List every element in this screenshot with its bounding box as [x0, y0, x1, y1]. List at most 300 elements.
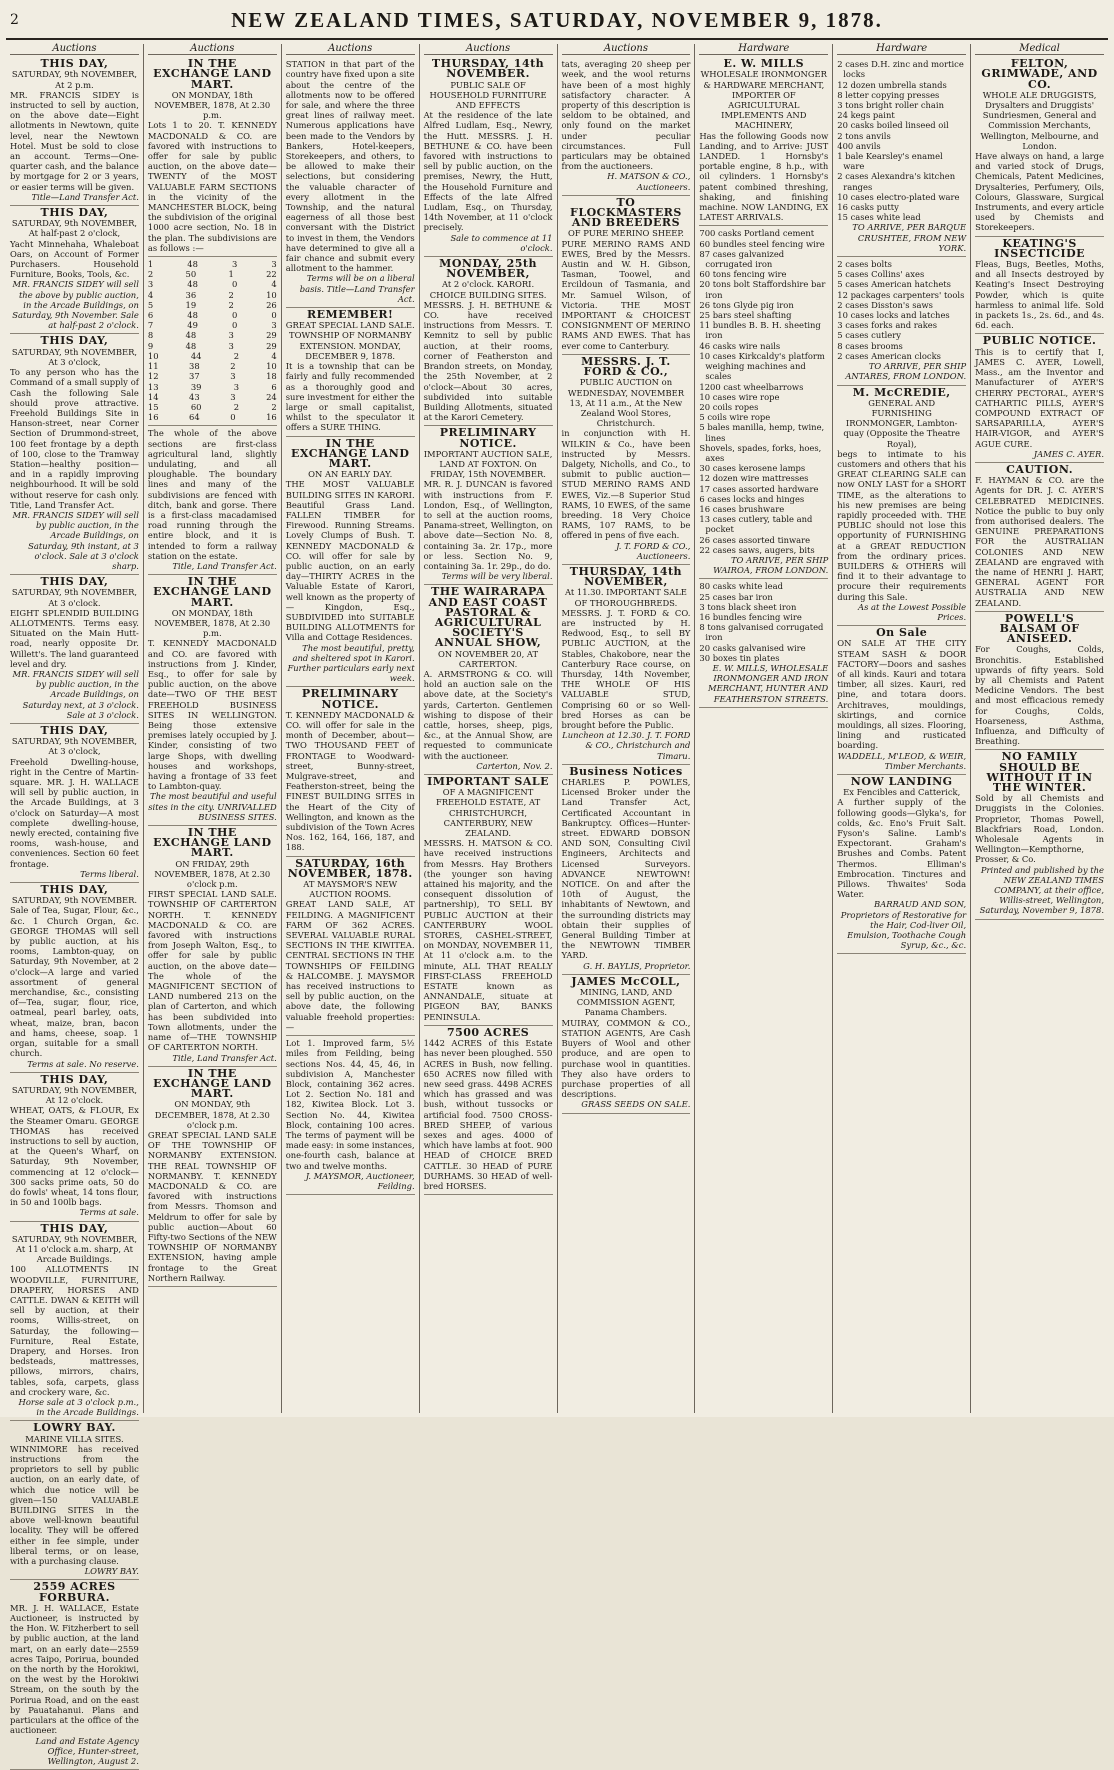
list-item: 20 tons bolt Staffordshire bar iron — [699, 279, 826, 300]
list-item: 60 bundles steel fencing wire — [699, 238, 825, 249]
lot-number: 12 — [147, 371, 159, 382]
ad-heading: SATURDAY, 16th NOVEMBER, 1878. — [287, 856, 413, 880]
ad-body: Lots 1 to 20. T. KENNEDY MACDONALD & CO. are favored with instructions to offer for sale by public auction, on the above date—TWENTY of the MOST VALUABLE FARM SECTIONS in the vicinity of the MANCHESTER BLOCK, being the subdivision of the original 1000 acre section, No. 18 in the plan. The subdivisions are as follows :— — [147, 120, 277, 253]
column-header: Hardware — [699, 44, 828, 55]
ad-body: Freehold Dwelling-house, right in the Centre of Martin-square. MR. J. H. WALLACE will sell by public auction, in the Arcade Buildings, at 3 o'clock on Saturday—A most complete dwelling-house, newly erected, containing five rooms, wash-house, and conveniences. Section 60 feet frontage. — [10, 756, 139, 869]
list-item: 2 cases bolts — [837, 259, 892, 270]
advertisement — [562, 196, 691, 355]
ad-body: A. ARMSTRONG & CO. will hold an auction sale on the above date, at the Society's yards, Carterton. Gentlemen wishing to dispose of their cattle, horses, sheep, pigs, &c., at the Annual Show, are requested to communicate with the auctioneer. — [423, 668, 553, 761]
list-item: 12 dozen wire mattresses — [699, 473, 809, 484]
ad-heading: IN THE EXCHANGE LAND MART. — [153, 826, 272, 860]
ad-subheading: SATURDAY, 9th NOVEMBER, At 3 o'clock. — [11, 587, 138, 608]
ad-heading: IN THE EXCHANGE LAND MART. — [153, 57, 272, 91]
lot-acres: 37 — [189, 371, 200, 382]
lot-number: 13 — [147, 381, 159, 392]
list-item: 2 cases D.H. zinc and mortice locks — [837, 59, 964, 80]
lot-perches: 3 — [271, 259, 277, 270]
masthead — [0, 8, 1114, 42]
ad-footer: Title, Land Transfer Act. — [172, 1052, 277, 1063]
table-row — [148, 300, 277, 310]
ad-subheading: SATURDAY, 9th NOVEMBER, At 3 o'clock, — [11, 736, 138, 757]
ad-heading: CAUTION. — [1006, 462, 1074, 476]
lot-roods: 3 — [230, 371, 236, 382]
lot-acres: 48 — [187, 259, 198, 270]
lot-acres: 48 — [187, 279, 198, 290]
ad-heading: IMPORTANT SALE — [427, 775, 550, 789]
list-item: 3 tons black sheet iron — [699, 601, 797, 612]
ad-heading: PUBLIC NOTICE. — [982, 334, 1097, 348]
ad-footer: J. MAYSMOR, Auctioneer, Feilding. — [305, 1170, 415, 1191]
lot-number: 7 — [147, 320, 154, 331]
ad-footer: G. H. BAYLIS, Proprietor. — [583, 960, 691, 971]
ad-body: T. KENNEDY MACDONALD and CO. are favored with instructions from J. Kinder, Esq., to offer for sale by public auction, on the above date—TWO OF THE BEST FREEHOLD BUSINESS SITES IN WELLINGTON. Being those extensive premises lately occupied by J. Kinder, consisting of two large Shops, with dwelling houses and workshops, having a frontage of 33 feet to Lambton-quay. — [147, 638, 277, 792]
ad-footer: H. MATSON & CO., Auctioneers. — [607, 171, 691, 192]
lot-number: 4 — [147, 289, 154, 300]
column-8 — [971, 44, 1108, 1413]
advertisement — [10, 575, 139, 724]
ad-body: WHEAT, OATS, & FLOUR, Ex the Steamer Omaru. GEORGE THOMAS has received instructions to sell by auction, at the Queen's Wharf, on Saturday, 9th November, commencing at 12 o'clock—300 sacks prime oats, 50 do do fowls' wheat, 14 tons flour, in 50 and 100lb bags. — [10, 1105, 139, 1208]
ad-subheading: At 11.30. IMPORTANT SALE OF THOROUGHBREDS. — [564, 587, 687, 608]
advertisement — [148, 1067, 277, 1287]
ad-heading: MESSRS. J. T. FORD & CO., — [581, 354, 671, 379]
list-item: 87 cases galvanized corrugated iron — [699, 248, 785, 270]
ad-subheading: ON FRIDAY, 29th NOVEMBER, 1878, At 2.30 o'clock p.m. — [154, 858, 271, 890]
ad-heading: THIS DAY, — [40, 883, 109, 897]
advertisement — [148, 826, 277, 1067]
ad-body: Have always on hand, a large and varied stock of Drugs, Chemicals, Patent Medicines, Drysalteries, Perfumery, Oils, Colours, Glassware, Surgical Instruments, and every article used by Chemists and Storekeepers. — [975, 151, 1104, 233]
table-row — [148, 279, 277, 289]
lot-acres: 38 — [189, 361, 200, 372]
lot-roods: 0 — [231, 310, 238, 321]
ad-footer: J. T. FORD & CO., Auctioneers. — [616, 540, 691, 561]
ad-footer: Title, Land Transfer Act. — [172, 560, 277, 571]
advertisement — [286, 308, 415, 436]
lot-perches: 4 — [271, 350, 277, 361]
table-row — [148, 310, 277, 320]
list-item: 1 bale Kearsley's enamel ware — [837, 151, 943, 172]
ad-footer: GRASS SEEDS ON SALE. — [581, 1099, 691, 1110]
ad-body: A further supply of the following goods—Glyka's, for colds, &c. Eno's Fruit Salt. Fyson's Saline. Lamb's Expectorant. Graham's Brushes and Combs. Patent Thermos. Elliman's Embrocation. Tinctures and Pillows. Thwaites' Soda Water. — [837, 797, 967, 900]
ad-heading: THIS DAY, — [40, 575, 109, 589]
advertisement — [10, 1421, 139, 1580]
lot-roods: 2 — [233, 350, 240, 361]
lot-number: 10 — [147, 350, 159, 361]
list-item: 60 tons fencing wire — [699, 269, 787, 280]
lot-number: 2 — [147, 269, 154, 280]
advertisement — [699, 57, 828, 226]
ad-body: EIGHT SPLENDID BUILDING ALLOTMENTS. Terms easy. Situated on the Main Hutt-road, nearly opposite Dr. Willett's. The land guaranteed level and dry. — [10, 607, 139, 669]
lot-perches: 4 — [271, 279, 277, 290]
lot-perches: 26 — [266, 299, 277, 310]
newspaper-title: NEW ZEALAND TIMES, SATURDAY, NOVEMBER 9, 1878. — [231, 8, 883, 32]
advertisement — [424, 585, 553, 775]
ad-body: Sold by all Chemists and Druggists in the Colonies. Proprietor, Thomas Powell, Blackfriars Road, London. Wholesale Agents in Wellington—Kempthorne, Prosser, & Co. — [975, 793, 1104, 865]
lot-acres: 36 — [185, 289, 197, 300]
advertisement — [975, 750, 1104, 919]
advertisement — [424, 775, 553, 1026]
ad-heading: REMEMBER! — [306, 308, 394, 322]
ad-body: It is a township that can be fairly and fully recommended as a thoroughly good and sure investment for either the large or small capitalist, whilst to the speculator it offers a SURE THING. — [285, 361, 415, 433]
list-item: 22 cases saws, augers, bits — [699, 544, 815, 555]
advertisement — [424, 426, 553, 585]
list-item: 26 cases assorted tinware — [699, 534, 811, 545]
ad-heading: LOWRY BAY. — [33, 1421, 116, 1435]
advertisement — [699, 226, 828, 579]
list-item: 17 cases assorted hardware — [699, 483, 819, 494]
list-item: 8 cases brooms — [837, 340, 903, 351]
ad-subheading: At 2 o'clock. KARORI. CHOICE BUILDING SITES. — [429, 279, 547, 300]
ad-heading: THIS DAY, — [40, 724, 109, 737]
ad-body: 100 ALLOTMENTS IN WOODVILLE, FURNITURE, DRAPERY, HORSES AND CATTLE. DWAN & KEITH will sell by auction, at their rooms, Willis-street, on Saturday, the following—Furniture, Real Estate, Drapery, and Horses. Iron bedsteads, mattresses, pillows, mirrors, chairs, tables, sofa, carpets, glass and crockery ware, &c. — [10, 1264, 139, 1397]
advertisement — [286, 857, 415, 1036]
ad-body: WINNIMORE has received instructions from the proprietors to sell by public auction, on an early date, of which due notice will be given—150 VALUABLE BUILDING SITES in the above well-known beautiful locality. They will be offered either in fee simple, under liberal terms, or on lease, with a purchasing clause. — [10, 1443, 139, 1567]
ad-subheading: SATURDAY, 9th NOVEMBER, At 2 p.m. — [11, 69, 138, 90]
ad-subheading: SATURDAY, 9th NOVEMBER, At half-past 2 o'clock, — [11, 218, 138, 239]
ad-body: GREAT LAND SALE, AT FEILDING. A MAGNIFICENT FARM OF 362 ACRES. SEVERAL VALUABLE RURAL SECTIONS IN THE KIWITEA. CENTRAL SECTIONS IN THE TOWNSHIPS OF FEILDING & HALCOMBE. J. MAYSMOR has received instructions to sell by public auction, on the above date, the following valuable freehold properties:— — [285, 899, 415, 1032]
ad-heading: KEATING'S INSECTICIDE — [994, 236, 1086, 260]
ad-footer: Luncheon at 12.30. J. T. FORD & CO., Christchurch and Timaru. — [562, 730, 691, 761]
advertisement — [562, 57, 691, 196]
advertisement — [148, 426, 277, 575]
ad-body: To any person who has the Command of a small supply of Cash the following Sale should prove attractive. Freehold Buildings Site in Hanson-street, near Corner Section of Drummond-street, 100 feet frontage by a depth of 100, close to the Tramway Station—healthy position—and in a rapidly improving neighbourhood. It will be sold without reserve for cash only. Title, Land Transfer Act. — [10, 367, 139, 510]
lot-acres: 48 — [185, 340, 197, 351]
ad-body: MESSRS. J. H. BETHUNE & CO. have received instructions from Messrs. T. Kemnitz to sell by public auction, at their rooms, corner of Featherston and Brandon streets, on Monday, the 25th November, at 2 o'clock—About 30 acres, subdivided into suitable Building Allotments, situated at the Karori Cemetery. — [423, 299, 553, 423]
lot-perches: 3 — [271, 320, 277, 331]
ad-subheading: PUBLIC AUCTION on WEDNESDAY, NOVEMBER 13, At 11 a.m., At the New Zealand Wool Stores, Christchurch. — [567, 377, 685, 429]
advertisement — [562, 565, 691, 765]
ad-heading: PRELIMINARY NOTICE. — [439, 426, 537, 450]
table-row — [148, 259, 277, 269]
ad-body: For Coughs, Colds, Bronchitis. Established upwards of fifty years. Sold by all Chemists and Patent Medicine Vendors. The best and most efficacious remedy for Coughs, Colds, Hoarseness, Asthma, Influenza, and Difficulty of Breathing. — [975, 644, 1104, 747]
table-row — [148, 351, 277, 361]
lot-acres: 43 — [189, 391, 200, 402]
list-item: 3 cases forks and rakes — [837, 320, 938, 331]
item-list — [699, 228, 828, 555]
lot-perches: 18 — [266, 371, 277, 382]
ad-heading: MONDAY, 25th NOVEMBER, — [439, 257, 537, 281]
table-row — [148, 361, 277, 371]
list-item: 16 bundles fencing wire — [699, 611, 802, 622]
column-header: Auctions — [424, 44, 553, 55]
advertisement — [699, 579, 828, 707]
list-item: 13 cases cutlery, table and pocket — [699, 514, 813, 535]
list-item: 30 boxes tin plates — [699, 652, 780, 663]
list-item: 12 packages carpenters' tools — [837, 289, 965, 300]
advertisement — [837, 626, 966, 775]
ad-footer: LOWRY BAY. — [84, 1566, 139, 1577]
ad-footer: MR. FRANCIS SIDEY will sell by public auction, in the Arcade Buildings, on Saturday next, at 3 o'clock. Sale at 3 o'clock. — [12, 668, 139, 720]
list-item: Shovels, spades, forks, hoes, axes — [699, 442, 822, 463]
advertisement — [837, 386, 966, 627]
item-list — [699, 581, 828, 663]
lot-acres: 60 — [190, 401, 202, 412]
list-item: 2 cases Alexandra's kitchen ranges — [837, 171, 956, 192]
ad-body: tats, averaging 20 sheep per week, and the wool returns have been of a most highly satisfactory character. A property of this description is seldom to be obtained, and only found on the market under peculiar circumstances. Full particulars may be obtained from the auctioneers. — [561, 59, 691, 172]
ad-footer: Terms will be very liberal. — [441, 571, 553, 582]
advertisement — [10, 724, 139, 883]
lot-roods: 1 — [228, 269, 234, 280]
page-number: 2 — [10, 12, 19, 28]
column-header: Auctions — [562, 44, 691, 55]
ad-body: MUIRAY, COMMON & CO., STATION AGENTS, Are Cash Buyers of Wool and other produce, and are open to purchase wool in quantities. They also have orders to purchase properties of all descriptions. — [561, 1017, 691, 1100]
ad-subheading: IMPORTANT AUCTION SALE, LAND AT FOXTON. On FRIDAY, 15th NOVEMBER. — [423, 448, 553, 480]
ad-body: ON SALE AT THE CITY STEAM SASH & DOOR FACTORY—Doors and sashes of all kinds. Kauri and totara timber, all sizes. Kauri, red pine, and totara doors. Architraves, mouldings, skirtings, and cornice mouldings, all sizes. Flooring, lining and rusticated boarding. — [837, 638, 967, 751]
ad-footer: Land and Estate Agency Office, Hunter-street, Wellington, August 2. — [35, 1735, 139, 1766]
advertisement — [10, 1073, 139, 1222]
column-7 — [833, 44, 971, 1413]
column-1 — [6, 43, 144, 1766]
list-item: 24 kegs paint — [837, 110, 895, 121]
advertisement — [10, 57, 139, 206]
ad-heading: 2559 ACRES FORBURA. — [33, 1580, 116, 1604]
lot-number: 11 — [147, 361, 159, 372]
advertisement — [286, 57, 415, 308]
ad-body: CHARLES P. POWLES, Licensed Broker under the Land Transfer Act, Certificated Accountant in Bankruptcy. Offices—Hunter-street. EDWARD DOBSON AND SON, Consulting Civil Engineers, Architects and Licensed Surveyors. ADVANCE NEWTOWN! NOTICE. On and after the 10th of August, the inhabitants of Newtown, and the surrounding districts may obtain their supplies of General Building Timber at the NEWTOWN TIMBER YARD. — [561, 777, 691, 961]
column-5 — [558, 44, 696, 1413]
list-item: 5 cases Collins' axes — [837, 269, 925, 280]
list-item: 20 casks boiled linseed oil — [837, 120, 949, 131]
advertisement — [837, 57, 966, 257]
list-item: 5 cases cutlery — [837, 330, 901, 341]
lot-acres: 48 — [187, 310, 198, 321]
ad-subheading: OF A MAGNIFICENT FREEHOLD ESTATE, AT CHRISTCHURCH, CANTERBURY, NEW ZEALAND. — [435, 787, 541, 839]
list-item: 5 coils wire rope — [699, 412, 771, 423]
list-item: 400 anvils — [837, 140, 881, 151]
advertisement — [975, 463, 1104, 612]
ad-heading: Business Notices — [569, 764, 683, 778]
ad-subheading: AT MAYSMOR'S NEW AUCTION ROOMS. — [303, 879, 398, 900]
lot-roods: 2 — [228, 299, 234, 310]
ad-subheading: MARINE VILLA SITES. — [25, 1433, 124, 1444]
list-item: 2 cases American clocks — [837, 350, 941, 361]
column-3 — [282, 44, 420, 1413]
ad-heading: THIS DAY, — [40, 1072, 109, 1086]
ad-heading: IN THE EXCHANGE LAND MART. — [153, 575, 272, 609]
list-item: 20 coils ropes — [699, 401, 759, 412]
lot-number: 15 — [147, 401, 159, 412]
ad-heading: On Sale — [876, 626, 928, 640]
table-row — [148, 392, 277, 402]
ad-heading: 7500 ACRES — [446, 1025, 530, 1039]
advertisement — [10, 883, 139, 1073]
ad-body: Sale of Tea, Sugar, Flour, &c., &c. 1 Church Organ, &c. GEORGE THOMAS will sell by public auction, at his rooms, Lambton-quay, on Saturday, 9th November, at 2 o'clock—A large and varied assortment of general merchandise, &c., consisting of—Tea, sugar, flour, rice, oatmeal, pearl barley, oats, wheat, maize, bran, bacon and hams, cheese, soap. 1 organ, suitable for a small church. — [10, 905, 139, 1059]
lot-roods: 2 — [233, 401, 240, 412]
column-header: Auctions — [10, 44, 139, 55]
ad-subheading: SATURDAY, 9th NOVEMBER. — [11, 895, 138, 906]
advertisement — [837, 775, 966, 954]
advertisement — [562, 975, 691, 1114]
ad-subheading: ON MONDAY, 9th DECEMBER, 1878, At 2.30 o'clock p.m. — [154, 1099, 270, 1130]
ad-heading: TO FLOCKMASTERS AND BREEDERS — [570, 195, 682, 230]
ad-footer: Printed and published by the NEW ZEALAND TIMES COMPANY, at their office, Willis-street, Wellington, Saturday, November 9, 1878. — [979, 864, 1104, 916]
lot-perches: 29 — [266, 330, 277, 341]
list-item: 12 dozen umbrella stands — [837, 79, 947, 90]
advertisement — [975, 237, 1104, 335]
advertisement — [562, 765, 691, 975]
ad-body: At the residence of the late Alfred Ludlam, Esq., Newry, the Hutt. MESSRS. J. H. BETHUNE & CO. have been favored with instructions to sell by public auction, on the premises, Newry, the Hutt, the Household Furniture and Effects of the late Alfred Ludlam, Esq., on Thursday, 14th November, at 11 o'clock precisely. — [423, 110, 553, 233]
ad-body: 1442 ACRES of this Estate has never been ploughed. 550 ACRES in Bush, now felling. 650 ACRES now filled with new seed grass. 4498 ACRES which has grassed and was bush, without tussocks or artificial food. 7500 CROSS-BRED SHEEP, of various sexes and ages. 4000 of which have lambs at foot. 900 HEAD of CHOICE BRED CATTLE. 30 HEAD of PURE DURHAMS. 30 HEAD of well-bred HORSES. — [423, 1038, 553, 1191]
list-item: 2 cases Disston's saws — [837, 299, 933, 310]
ad-body: Yacht Minnehaha, Whaleboat Oars, on Account of Former Purchasers. Household Furniture, Books, Tools, &c. — [10, 238, 139, 280]
ad-subheading: SATURDAY, 9th NOVEMBER, At 11 o'clock a.m. sharp, At Arcade Buildings. — [11, 1233, 138, 1265]
lot-acres: 50 — [185, 269, 197, 280]
lot-acres: 44 — [190, 350, 202, 361]
column-header: Medical — [975, 44, 1104, 55]
column-6 — [695, 44, 833, 1413]
list-item: 26 tons Glyde pig iron — [699, 299, 794, 310]
list-item: 25 cases bar iron — [699, 591, 773, 602]
lot-number: 8 — [147, 330, 154, 341]
ad-footer: TO ARRIVE, PER BARQUE CRUSHTEE, FROM NEW YORK. — [852, 222, 967, 253]
ad-footer: Terms will be on a liberal basis. Title—Land Transfer Act. — [299, 273, 415, 304]
ad-subheading: ON MONDAY, 18th NOVEMBER, 1878, At 2.30 p.m. — [154, 607, 271, 639]
ad-subheading: GREAT SPECIAL LAND SALE. TOWNSHIP OF NORMANBY EXTENSION. MONDAY, DECEMBER 9, 1878. — [285, 320, 415, 361]
lot-perches: 16 — [266, 412, 277, 423]
ad-subheading: OF PURE MERINO SHEEP. — [567, 228, 684, 239]
list-item: 10 cases electro-plated ware — [837, 191, 960, 202]
lot-roods: 3 — [231, 259, 238, 270]
list-item: 80 casks white lead — [699, 581, 783, 592]
lot-acres: 19 — [185, 299, 197, 310]
ad-body: MR. FRANCIS SIDEY is instructed to sell by auction, on the above date—Eight allotments in Newtown, quite level, near the Newtown Hotel. Must be sold to close an account. Terms—One-quarter cash, and the balance by mortgage for 2 or 3 years, or easier terms will be given. — [10, 89, 139, 192]
ad-footer: The most beautiful, pretty, and sheltered spot in Karori. Further particulars early next week. — [287, 642, 415, 684]
lot-roods: 3 — [230, 391, 236, 402]
list-item: 25 bars steel shafting — [699, 310, 792, 321]
ad-heading: FELTON, GRIMWADE, AND CO. — [981, 57, 1098, 91]
masthead-rule — [6, 38, 1108, 40]
ad-body: STATION in that part of the country have fixed upon a site about the centre of the allotments now to be offered for sale, and where the three great lines of railway meet. Numerous applications have been made to the Vendors by Bankers, Hotel-keepers, Storekeepers, and others, to be allowed to make their selections, but considering the valuable character of every allotment in the Township, and the natural eagerness of all those best conversant with the District to invest in them, the Vendors have determined to give all a fair chance and submit every allotment to the hammer. — [285, 59, 415, 274]
ad-footer: JAMES C. AYER. — [1033, 448, 1104, 459]
list-item: 8 letter copying presses — [837, 89, 940, 100]
ad-footer: Carterton, Nov. 2. — [476, 760, 553, 771]
ad-footer: Terms at sale. — [79, 1207, 139, 1218]
ad-footer: Terms at sale. No reserve. — [27, 1058, 139, 1069]
list-item: 3 tons bright roller chain — [837, 100, 945, 111]
ad-body: PURE MERINO RAMS AND EWES, Bred by the Messrs. Austin and W. H. Gibson, Tasman, Toowel, and Ercildoun of Tasmania, and Mr. Samuel Wilson, of Victoria. THE MOST IMPORTANT & CHOICEST CONSIGNMENT OF MERINO RAMS AND EWES. That has ever come to Canterbury. — [561, 238, 691, 351]
list-item: 10 cases locks and latches — [837, 310, 950, 321]
ad-footer: As at the Lowest Possible Prices. — [858, 601, 967, 622]
advertisement — [424, 257, 553, 426]
advertisement — [424, 1026, 553, 1195]
advertisement — [286, 687, 415, 856]
list-item: 700 casks Portland cement — [699, 228, 815, 239]
list-item: 1200 cast wheelbarrows — [699, 381, 804, 392]
ad-footer: MR. FRANCIS SIDEY will sell the above by public auction, in the Arcade Buildings, on Saturday, 9th November. Sale at half-past 2 o'clock. — [12, 279, 139, 331]
lot-acres: 64 — [189, 412, 200, 423]
table-row — [148, 371, 277, 381]
ad-heading: POWELL'S BALSAM OF ANISEED. — [999, 611, 1080, 646]
table-row — [148, 341, 277, 351]
column-header: Hardware — [837, 44, 966, 55]
ad-footer: WADDELL, M'LEOD, & WEIR, Timber Merchants. — [837, 750, 967, 771]
ad-subheading: SATURDAY, 9th NOVEMBER, At 12 o'clock. — [11, 1084, 138, 1106]
column-header: Auctions — [148, 44, 277, 55]
lot-perches: 24 — [266, 391, 277, 402]
ad-subheading: GENERAL AND FURNISHING IRONMONGER, Lambton-quay (Opposite the Theatre Royal), — [843, 397, 960, 449]
table-row — [148, 402, 277, 412]
lot-roods: 3 — [228, 330, 234, 341]
ad-footer: TO ARRIVE, PER SHIP ANTARES, FROM LONDON. — [845, 361, 967, 382]
column-4 — [420, 44, 558, 1413]
advertisement — [148, 575, 277, 826]
item-list — [837, 59, 966, 222]
lot-acres: 49 — [187, 320, 198, 331]
ad-body: FIRST SPECIAL LAND SALE. TOWNSHIP OF CARTERTON NORTH. T. KENNEDY MACDONALD & CO. are favored with instructions from Joseph Walton, Esq., to offer for sale by public auction, on the above date—The whole of the MAGNIFICENT SECTION of LAND numbered 213 on the plan of Carterton, and which has been subdivided into Town allotments, under the name of—THE TOWNSHIP OF CARTERTON NORTH. — [147, 889, 277, 1053]
ad-footer: Title—Land Transfer Act. — [31, 191, 139, 202]
lot-roods: 2 — [230, 361, 236, 372]
ad-body: MR. R. J. DUNCAN is favored with instructions from F. London, Esq., of Wellington, to sell at the auction rooms, Panama-street, Wellington, on above date—Section No. 8, containing 3a. 2r. 17p., more or less. Section No. 9, containing 3a. 1r. 29p., do do. — [423, 479, 553, 571]
list-item: 5 cases American hatchets — [837, 279, 951, 290]
lot-acres: 39 — [190, 381, 202, 392]
ad-body: in conjunction with H. WILKIN & Co., have been instructed by Messrs. Dalgety, Nicholls, and Co., to submit to public auction—STUD MERINO RAMS AND EWES, Viz.—8 Superior Stud RAMS, 10 EWES, of the same breeding. 18 Very Choice RAMS, 107 RAMS, to be offered in pens of five each. — [561, 428, 691, 541]
list-item: 15 cases white lead — [837, 212, 921, 223]
table-row — [148, 269, 277, 279]
ad-footer: E. W. MILLS, WHOLESALE IRONMONGER AND IRON MERCHANT, HUNTER AND FEATHERSTON STREETS. — [708, 662, 829, 704]
ad-body: T. KENNEDY MACDONALD & CO. will offer for sale in the month of December, about—TWO THOUSAND FEET of FRONTAGE to Woodward-street, Bunny-street, Mulgrave-street, and Featherston-street, being the FINEST BUILDING SITES in the Heart of the City of Wellington, and known as the subdivision of the Town Acres Nos. 162, 164, 166, 187, and 188. — [285, 709, 415, 853]
ad-body: GREAT SPECIAL LAND SALE OF THE TOWNSHIP OF NORMANBY EXTENSION. THE REAL TOWNSHIP OF NORMANBY. T. KENNEDY MACDONALD & CO. are favored with instructions from Messrs. Thomson and Meldrum to offer for sale by public auction—About 60 Fifty-two Sections of the NEW TOWNSHIP OF NORMANBY EXTENSION, having ample frontage to the Great Northern Railway. — [147, 1129, 277, 1283]
ad-body: MESSRS. J. T. FORD & CO. are instructed by H. Redwood, Esq., to sell BY PUBLIC AUCTION, at the Stables, Chakobore, near the Canterbury Race course, on Thursday, 14th November, THE WHOLE OF HIS VALUABLE STUD, Comprising 60 or so Well-bred Horses as can be brought before the Public. — [561, 607, 691, 730]
ad-body: The whole of the above sections are first-class agricultural land, slightly undulating, and all ploughable. The boundary lines and many of the subdivisions are fenced with ditch, bank and gorse. There is a first-class macadamised road running through the entire block, and it is intended to form a railway station on the estate. — [147, 428, 277, 561]
lot-number: 5 — [147, 299, 154, 310]
advertisement — [10, 1580, 139, 1770]
list-item: 16 cases brushware — [699, 503, 785, 514]
ad-subheading: ON NOVEMBER 20, AT CARTERTON. — [438, 648, 539, 669]
lot-number: 16 — [147, 412, 159, 423]
ad-heading: THIS DAY, — [40, 57, 109, 71]
lot-number: 3 — [147, 279, 154, 290]
column-2 — [144, 44, 282, 1413]
ad-body: THE MOST VALUABLE BUILDING SITES IN KARORI. Beautiful Grass Land. FALLEN TIMBER for Firewood. Running Streams. Lovely Clumps of Bush. T. KENNEDY MACDONALD & CO. will offer for sale by public auction, on an early day—THIRTY ACRES in the Valuable Estate of Karori, well known as the property of— Kingdon, Esq., SUBDIVIDED into SUITABLE BUILDING ALLOTMENTS for Villa and Cottage Residences. — [285, 479, 415, 643]
item-list — [837, 259, 966, 361]
list-item: 6 cases locks and hinges — [699, 493, 805, 504]
ad-body: begs to intimate to his customers and others that his GREAT CLEARING SALE can now ONLY LAST for a SHORT TIME, as the alterations to his new premises are being rapidly proceeded with. THE PUBLIC should not lose this opportunity of FURNISHING at a GREAT REDUCTION from the ordinary prices. BUILDERS & OTHERS will find it to their advantage to procure their requirements during this Sale. — [837, 448, 967, 602]
list-item: 2 tons anvils — [837, 130, 891, 141]
lot-roods: 0 — [230, 412, 236, 423]
lot-roods: 0 — [231, 320, 238, 331]
lot-perches: 2 — [271, 401, 277, 412]
ad-subheading: PUBLIC SALE OF HOUSEHOLD FURNITURE AND EFFECTS — [429, 79, 547, 111]
ad-heading: THIS DAY, — [40, 206, 109, 220]
ad-subheading: WHOLE ALE DRUGGISTS, Drysalters and Druggists' Sundriesmen, General and Commission Merchants, Wellington, Melbourne, and London. — [980, 89, 1099, 151]
ad-heading: THIS DAY, — [40, 334, 109, 348]
list-item: 16 casks putty — [837, 202, 899, 213]
lot-number: 6 — [147, 310, 154, 321]
lot-perches: 10 — [266, 361, 277, 372]
ad-footer: Terms liberal. — [80, 868, 139, 879]
ad-heading: JAMES McCOLL, — [571, 974, 681, 988]
lot-perches: 6 — [271, 381, 277, 392]
ad-footer: BARRAUD AND SON, Proprietors of Restorative for the Hair, Cod-liver Oil, Emulsion, Toothache Cough Syrup, &c., &c. — [840, 899, 967, 951]
list-item: 46 casks wire nails — [699, 340, 781, 351]
ad-heading: NO FAMILY SHOULD BE WITHOUT IT IN THE WINTER. — [986, 750, 1093, 795]
lot-roods: 3 — [228, 340, 234, 351]
lot-number: 1 — [147, 259, 154, 270]
advertisement — [975, 57, 1104, 236]
list-item: 8 tons galvanised corrugated iron — [699, 622, 824, 643]
column-header: Auctions — [286, 44, 415, 55]
ad-footer: Sale to commence at 11 o'clock. — [450, 232, 553, 253]
advertisement — [975, 612, 1104, 751]
advertisement — [10, 334, 139, 575]
lot-perches: 0 — [271, 310, 277, 321]
ad-footer: Horse sale at 3 o'clock p.m., in the Arcade Buildings. — [18, 1397, 139, 1418]
ad-heading: NOW LANDING — [850, 775, 953, 789]
lots-table — [148, 257, 277, 426]
ad-body: MESSRS. H. MATSON & CO. have received instructions from Messrs. Hay Brothers (the younger son having attained his majority, and the consequent dissolution of partnership), TO SELL BY PUBLIC AUCTION at their CANTERBURY WOOL STORES, CASHEL-STREET, on MONDAY, NOVEMBER 11, At 11 o'clock a.m. to the minute, ALL THAT REALLY FIRST-CLASS FREEHOLD ESTATE known as ANNANDALE, situate at PIGEON BAY, BANKS PENINSULA. — [423, 838, 553, 1022]
advertisement — [286, 1036, 415, 1195]
table-row — [148, 320, 277, 330]
ad-heading: THE WAIRARAPA AND EAST COAST PASTORAL & AGRICULTURAL SOCIETY'S ANNUAL SHOW, — [428, 585, 548, 650]
